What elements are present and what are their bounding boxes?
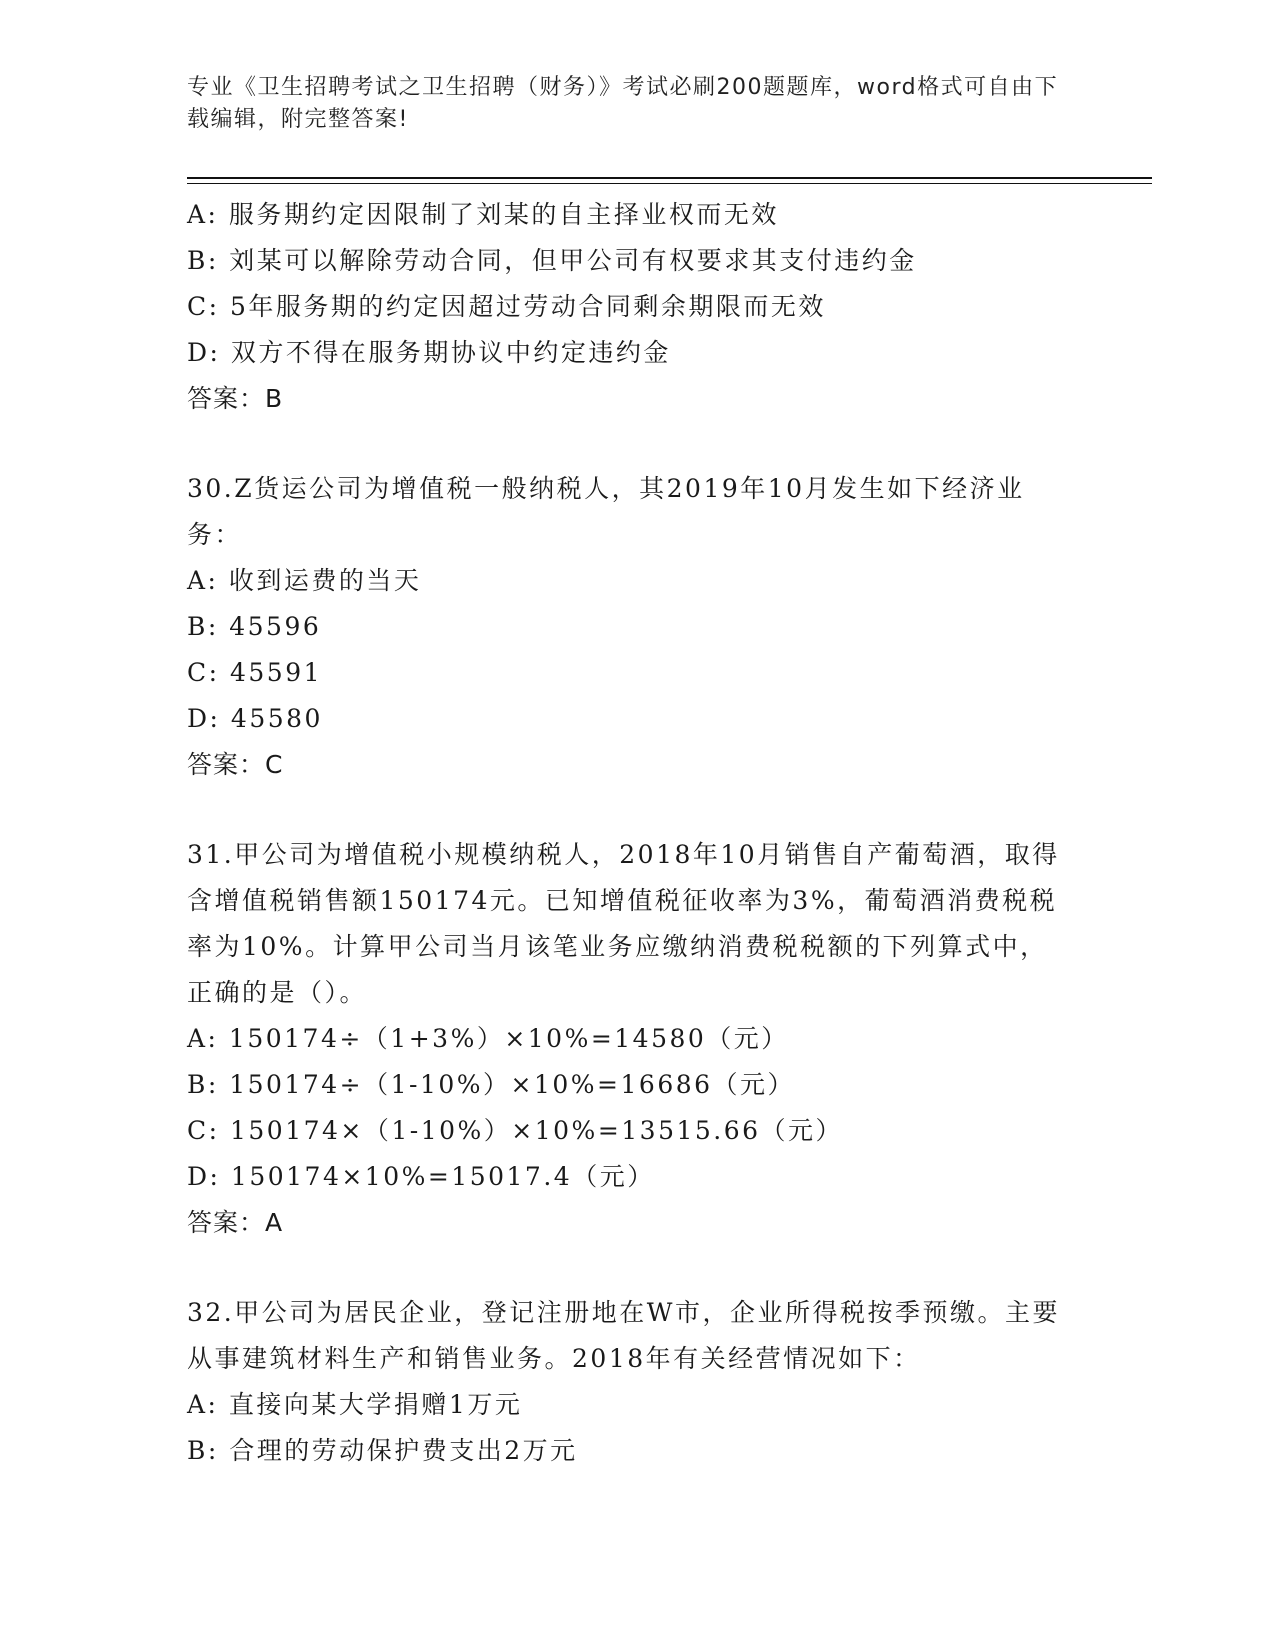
option-b: B: 150174÷（1-10%）×10%=16686（元） <box>187 1070 796 1099</box>
option-d: D: 150174×10%=15017.4（元） <box>187 1162 655 1191</box>
question-stem: 32.甲公司为居民企业，登记注册地在W市，企业所得税按季预缴。主要从事建筑材料生产和销售业务。2018年有关经营情况如下： <box>187 1298 1060 1373</box>
question-30 <box>187 466 1087 788</box>
answer-line: 答案：C <box>187 750 284 779</box>
question-stem: 31.甲公司为增值税小规模纳税人，2018年10月销售自产葡萄酒，取得含增值税销售额150174元。已知增值税征收率为3%，葡萄酒消费税税率为10%。计算甲公司当月该笔业务应缴纳消费税税额的下列算式中，正确的是（）。 <box>187 840 1060 1007</box>
question-spacer <box>187 1246 1087 1290</box>
option-d: D: 45580 <box>187 704 323 733</box>
option-c: C: 150174×（1-10%）×10%=13515.66（元） <box>187 1116 844 1145</box>
option-c: C: 45591 <box>187 658 323 687</box>
option-a: A: 150174÷（1+3%）×10%=14580（元） <box>187 1024 789 1053</box>
question-29-continued <box>187 192 1087 422</box>
option-a: A: 收到运费的当天 <box>187 566 422 595</box>
option-a: A: 服务期约定因限制了刘某的自主择业权而无效 <box>187 200 779 229</box>
question-content <box>187 192 1087 1474</box>
answer-line: 答案：A <box>187 1208 284 1237</box>
question-spacer <box>187 422 1087 466</box>
option-b: B: 45596 <box>187 612 322 641</box>
header-divider-thin <box>187 183 1152 184</box>
option-d: D: 双方不得在服务期协议中约定违约金 <box>187 338 671 367</box>
question-spacer <box>187 788 1087 832</box>
header-divider-thick <box>187 177 1152 179</box>
option-c: C: 5年服务期的约定因超过劳动合同剩余期限而无效 <box>187 292 826 321</box>
answer-line: 答案：B <box>187 384 284 413</box>
option-b: B: 刘某可以解除劳动合同，但甲公司有权要求其支付违约金 <box>187 246 917 275</box>
question-stem: 30.Z货运公司为增值税一般纳税人，其2019年10月发生如下经济业务： <box>187 474 1025 549</box>
document-header: 专业《卫生招聘考试之卫生招聘（财务）》考试必刷200题题库，word格式可自由下载编辑，附完整答案! <box>187 75 1059 132</box>
option-b: B: 合理的劳动保护费支出2万元 <box>187 1436 578 1465</box>
question-31 <box>187 832 1087 1246</box>
question-32 <box>187 1290 1087 1474</box>
option-a: A: 直接向某大学捐赠1万元 <box>187 1390 523 1419</box>
